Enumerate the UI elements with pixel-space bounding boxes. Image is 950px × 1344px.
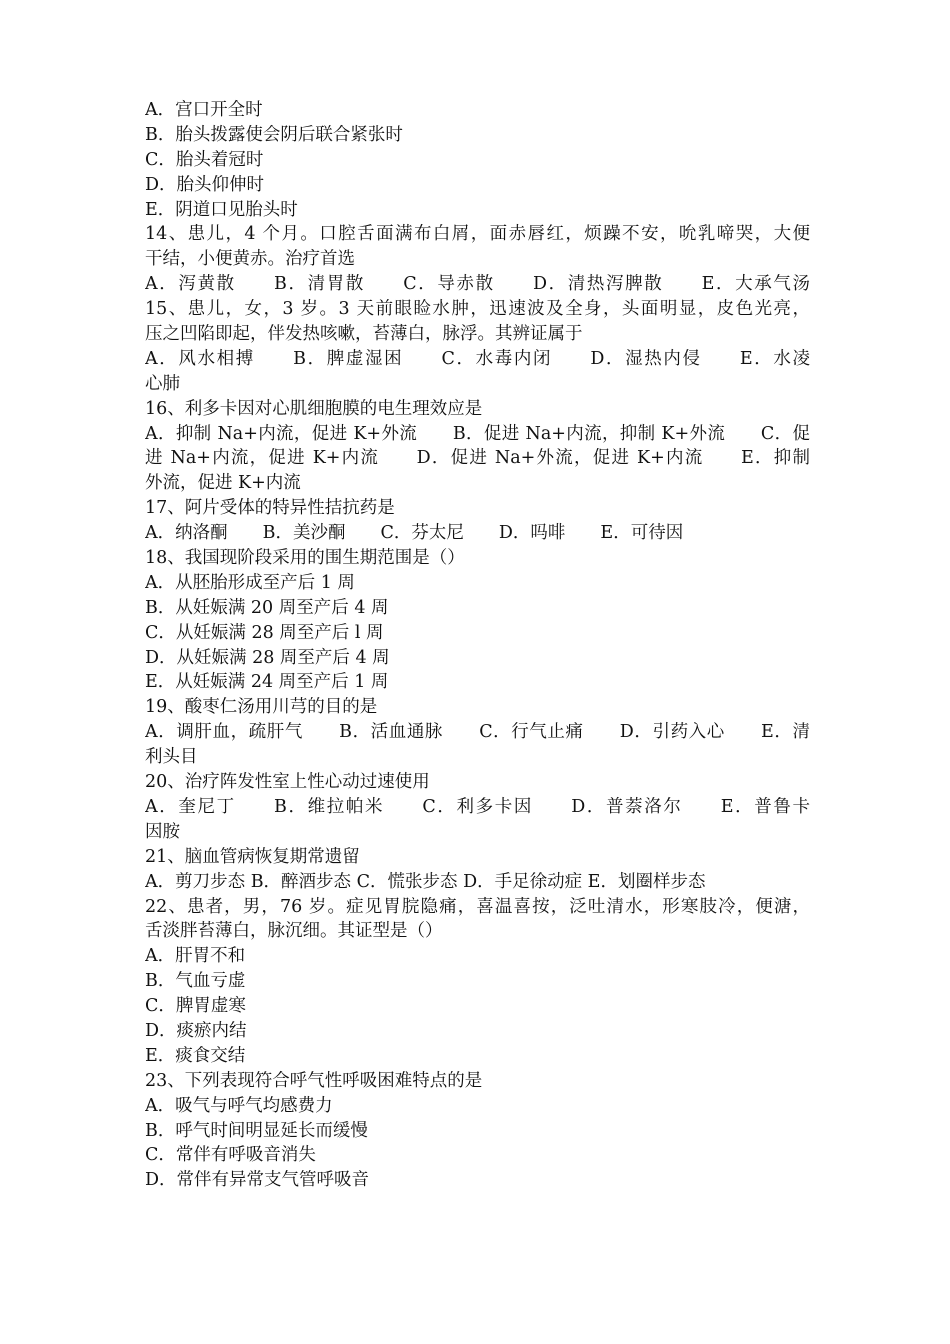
text-line: C．常伴有呼吸音消失 — [145, 1145, 316, 1166]
text-line: B．胎头拨露使会阴后联合紧张时 — [145, 124, 403, 145]
text-line: 18、我国现阶段采用的围生期范围是（） — [145, 548, 465, 569]
text-line: A．从胚胎形成至产后 1 周 — [145, 572, 355, 593]
text-line: 17、阿片受体的特异性拮抗药是 — [145, 498, 395, 519]
text-line: 23、下列表现符合呼气性呼吸困难特点的是 — [145, 1070, 483, 1091]
text-line: A．纳洛酮 B．美沙酮 C．芬太尼 D．吗啡 E．可待因 — [145, 523, 684, 544]
text-line: E．从妊娠满 24 周至产后 1 周 — [145, 672, 389, 693]
text-line: E．阴道口见胎头时 — [145, 199, 298, 220]
text-line: 进 Na+内流，促进 K+内流 D．促进 Na+外流，促进 K+内流 E．抑制 — [145, 448, 810, 469]
text-line: A．调肝血，疏肝气 B．活血通脉 C．行气止痛 D．引药入心 E．清 — [145, 722, 810, 743]
text-line: 因胺 — [145, 821, 180, 842]
text-line: A．吸气与呼气均感费力 — [145, 1095, 333, 1116]
text-line: 21、脑血管病恢复期常遗留 — [145, 846, 360, 867]
text-line: 外流，促进 K+内流 — [145, 473, 301, 494]
text-line: A．奎尼丁 B．维拉帕米 C．利多卡因 D．普萘洛尔 E．普鲁卡 — [145, 796, 810, 817]
text-line: A．抑制 Na+内流，促进 K+外流 B．促进 Na+内流，抑制 K+外流 C．促 — [145, 423, 810, 444]
text-line: 14、患儿，4 个月。口腔舌面满布白屑，面赤唇红，烦躁不安，吮乳啼哭，大便 — [145, 224, 810, 245]
text-line: 16、利多卡因对心肌细胞膜的电生理效应是 — [145, 398, 483, 419]
text-line: 心肺 — [145, 373, 180, 394]
text-line: 19、酸枣仁汤用川芎的目的是 — [145, 697, 378, 718]
text-line: D．痰瘀内结 — [145, 1020, 247, 1041]
text-line: A．宫口开全时 — [145, 100, 263, 120]
text-line: B．呼气时间明显延长而缓慢 — [145, 1120, 368, 1141]
text-line: 干结，小便黄赤。治疗首选 — [145, 249, 355, 270]
text-line: B．气血亏虚 — [145, 971, 246, 992]
text-line: 15、患儿，女，3 岁。3 天前眼睑水肿，迅速波及全身，头面明显，皮色光亮， — [145, 299, 810, 320]
text-line: A．风水相搏 B．脾虚湿困 C．水毒内闭 D．湿热内侵 E．水凌 — [145, 348, 810, 369]
text-line: D．胎头仰伸时 — [145, 174, 265, 195]
text-line: D．常伴有异常支气管呼吸音 — [145, 1170, 370, 1191]
text-line: D．从妊娠满 28 周至产后 4 周 — [145, 647, 390, 668]
text-line: A．泻黄散 B．清胃散 C．导赤散 D．清热泻脾散 E．大承气汤 — [145, 274, 810, 295]
text-line: 压之凹陷即起，伴发热咳嗽，苔薄白，脉浮。其辨证属于 — [145, 324, 583, 345]
text-line: C．从妊娠满 28 周至产后 l 周 — [145, 622, 384, 643]
text-line: A．剪刀步态 B．醉酒步态 C．慌张步态 D．手足徐动症 E．划圈样步态 — [145, 871, 706, 892]
text-line: C．脾胃虚寒 — [145, 996, 246, 1017]
text-line: C．胎头着冠时 — [145, 149, 264, 170]
text-line: 22、患者，男，76 岁。症见胃脘隐痛，喜温喜按，泛吐清水，形寒肢冷，便溏， — [145, 896, 810, 917]
text-line: 利头目 — [145, 747, 198, 768]
text-line: E．痰食交结 — [145, 1045, 246, 1066]
text-line: 舌淡胖苔薄白，脉沉细。其证型是（） — [145, 921, 443, 942]
document-page — [145, 98, 810, 1193]
text-line: B．从妊娠满 20 周至产后 4 周 — [145, 597, 389, 618]
text-line: 20、治疗阵发性室上性心动过速使用 — [145, 772, 430, 793]
text-line: A．肝胃不和 — [145, 946, 246, 967]
